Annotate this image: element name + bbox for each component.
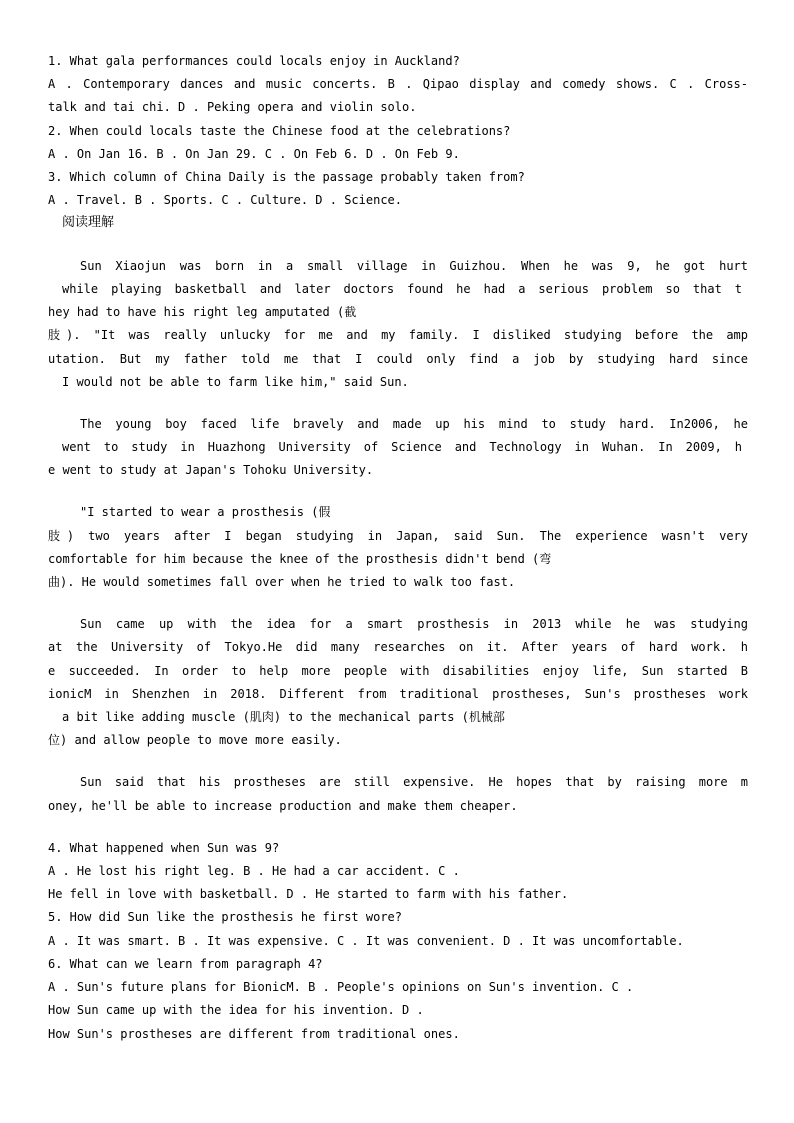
passage-p4-line-6: 位) and allow people to move more easily. xyxy=(48,733,342,747)
question-3: 3. Which column of China Daily is the passage probably taken from? xyxy=(48,170,525,184)
passage-p4-line-4: ionicM in Shenzhen in 2018. Different from traditional prostheses, Sun's prostheses work xyxy=(48,687,748,701)
question-2: 2. When could locals taste the Chinese food at the celebrations? xyxy=(48,124,511,138)
passage-p1-line-3: hey had to have his right leg amputated (截 xyxy=(48,305,357,319)
question-6: 6. What can we learn from paragraph 4? xyxy=(48,957,323,971)
question-6-options-line-3: How Sun's prostheses are different from traditional ones. xyxy=(48,1027,460,1041)
passage-p5-line-2: oney, he'll be able to increase production and make them cheaper. xyxy=(48,799,518,813)
question-1-options-line-2: talk and tai chi. D . Peking opera and violin solo. xyxy=(48,100,417,114)
question-4-options-line-1: A . He lost his right leg. B . He had a car accident. C . xyxy=(48,864,460,878)
question-4-options-line-2: He fell in love with basketball. D . He started to farm with his father. xyxy=(48,887,569,901)
passage-p1-line-1: Sun Xiaojun was born in a small village in Guizhou. When he was 9, he got hurt xyxy=(80,259,748,273)
passage-p3-line-2: 肢) two years after I began studying in Japan, said Sun. The experience wasn't very xyxy=(48,529,748,543)
passage-p1-line-6: I would not be able to farm like him," said Sun. xyxy=(62,375,409,389)
question-5: 5. How did Sun like the prosthesis he first wore? xyxy=(48,910,403,924)
passage-p4-line-3: e succeeded. In order to help more people with disabilities enjoy life, Sun started B xyxy=(48,664,748,678)
section-heading: 阅读理解 xyxy=(62,215,115,230)
passage-p1-line-4: 肢). "It was really unlucky for me and my family. I disliked studying before the amp xyxy=(48,328,748,342)
question-6-options-line-2: How Sun came up with the idea for his invention. D . xyxy=(48,1003,424,1017)
passage-p3-line-4: 曲). He would sometimes fall over when he tried to walk too fast. xyxy=(48,575,516,589)
passage-p4-line-1: Sun came up with the idea for a smart prosthesis in 2013 while he was studying xyxy=(80,617,748,631)
passage-p3-line-3: comfortable for him because the knee of the prosthesis didn't bend (弯 xyxy=(48,552,552,566)
question-3-options: A . Travel. B . Sports. C . Culture. D . Science. xyxy=(48,193,403,207)
question-2-options: A . On Jan 16. B . On Jan 29. C . On Feb 6. D . On Feb 9. xyxy=(48,147,460,161)
passage-p2-line-1: The young boy faced life bravely and made up his mind to study hard. In2006, he xyxy=(80,417,748,431)
question-4: 4. What happened when Sun was 9? xyxy=(48,841,280,855)
question-1: 1. What gala performances could locals enjoy in Auckland? xyxy=(48,54,460,68)
passage-p5-line-1: Sun said that his prostheses are still expensive. He hopes that by raising more m xyxy=(80,775,748,789)
passage-p4-line-2: at the University of Tokyo.He did many researches on it. After years of hard work. h xyxy=(48,640,748,654)
question-6-options-line-1: A . Sun's future plans for BionicM. B . People's opinions on Sun's invention. C . xyxy=(48,980,634,994)
question-1-options-line-1: A . Contemporary dances and music concerts. B . Qipao display and comedy shows. C . Cross- xyxy=(48,77,748,91)
question-5-options: A . It was smart. B . It was expensive. C . It was convenient. D . It was uncomfortable. xyxy=(48,934,684,948)
passage-p4-line-5: a bit like adding muscle (肌肉) to the mechanical parts (机械部 xyxy=(62,710,505,724)
passage-p3-line-1: "I started to wear a prosthesis (假 xyxy=(80,505,331,519)
passage-p2-line-3: e went to study at Japan's Tohoku University. xyxy=(48,463,374,477)
passage-p2-line-2: went to study in Huazhong University of Science and Technology in Wuhan. In 2009, h xyxy=(62,440,742,454)
passage-p1-line-2: while playing basketball and later doctors found he had a serious problem so that t xyxy=(62,282,742,296)
passage-p1-line-5: utation. But my father told me that I could only find a job by studying hard since xyxy=(48,352,748,366)
